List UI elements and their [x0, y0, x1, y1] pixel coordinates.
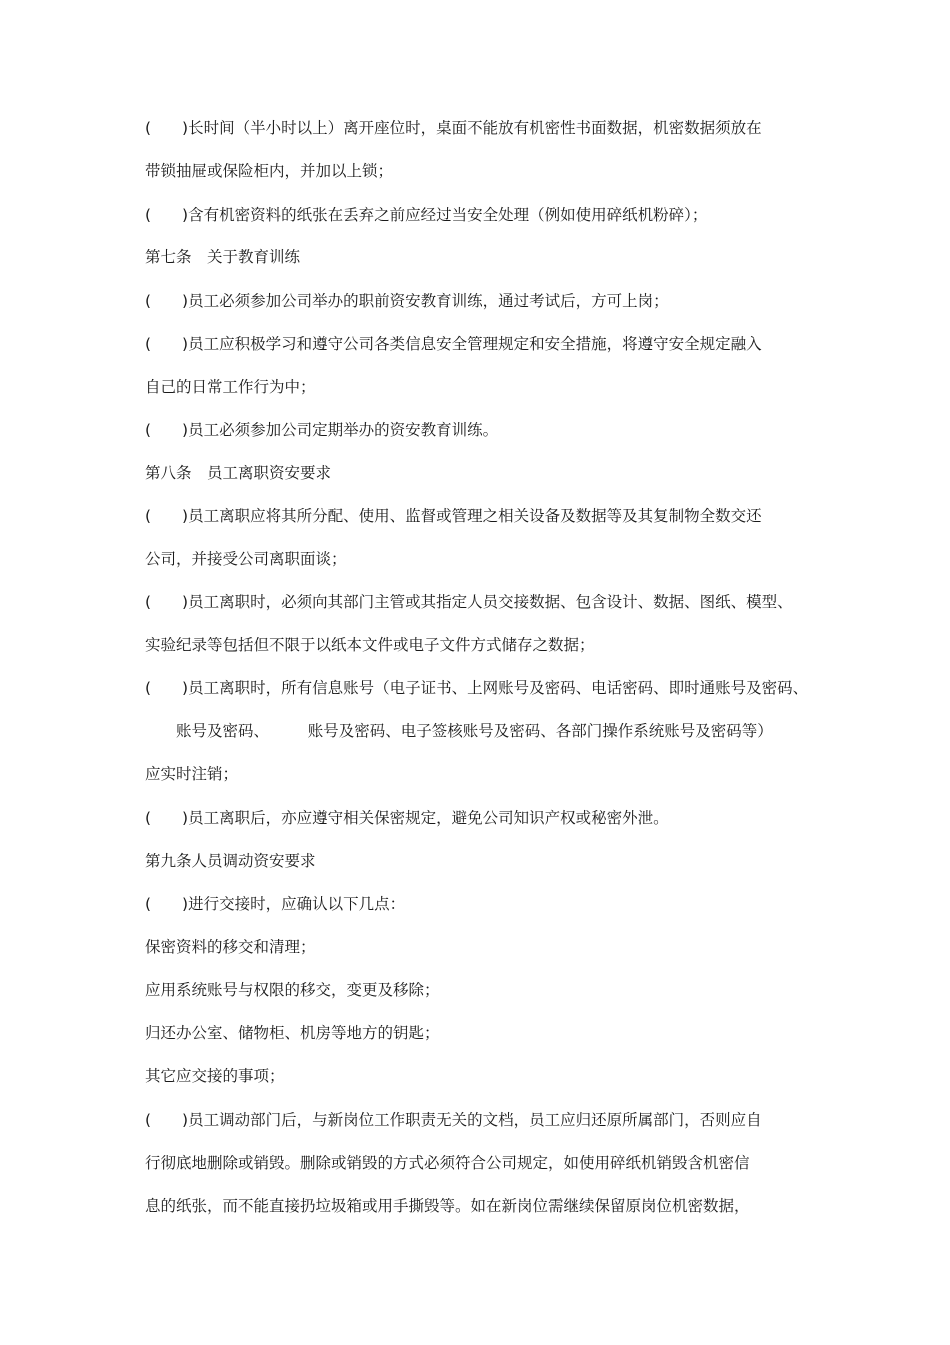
text-line: ( )员工离职应将其所分配、使用、监督或管理之相关设备及数据等及其复制物全数交还	[145, 507, 762, 525]
text-line: ( )员工必须参加公司定期举办的资安教育训练。	[145, 421, 499, 439]
text-line: 行彻底地删除或销毁。删除或销毁的方式必须符合公司规定，如使用碎纸机销毁含机密信	[145, 1154, 750, 1172]
text-line: ( )员工应积极学习和遵守公司各类信息安全管理规定和安全措施，将遵守安全规定融入	[145, 335, 762, 353]
text-line: ( )员工必须参加公司举办的职前资安教育训练，通过考试后，方可上岗；	[145, 292, 669, 310]
text-line: 公司，并接受公司离职面谈；	[145, 550, 347, 568]
text-line: 账号及密码、 账号及密码、电子签核账号及密码、各部门操作系统账号及密码等）	[145, 722, 773, 740]
text-line: ( )员工调动部门后，与新岗位工作职责无关的文档，员工应归还原所属部门，否则应自	[145, 1111, 762, 1129]
text-line: 应实时注销；	[145, 765, 239, 783]
text-line: ( )含有机密资料的纸张在丢弃之前应经过当安全处理（例如使用碎纸机粉碎）；	[145, 206, 708, 224]
text-line: ( )进行交接时，应确认以下几点：	[145, 895, 406, 913]
text-line: 息的纸张，而不能直接扔垃圾箱或用手撕毁等。如在新岗位需继续保留原岗位机密数据，	[145, 1197, 750, 1215]
text-line: ( )长时间（半小时以上）离开座位时，桌面不能放有机密性书面数据，机密数据须放在	[145, 119, 762, 137]
section-heading: 第九条人员调动资安要求	[145, 852, 316, 870]
section-heading: 第七条 关于教育训练	[145, 248, 301, 266]
section-heading: 第八条 员工离职资安要求	[145, 464, 332, 482]
text-line: 自己的日常工作行为中；	[145, 378, 316, 396]
text-line: ( )员工离职时，必须向其部门主管或其指定人员交接数据、包含设计、数据、图纸、模型、	[145, 593, 793, 611]
text-line: 带锁抽屉或保险柜内，并加以上锁；	[145, 162, 394, 180]
text-line: 其它应交接的事项；	[145, 1067, 285, 1085]
text-line: 归还办公室、储物柜、机房等地方的钥匙；	[145, 1024, 440, 1042]
text-line: 实验纪录等包括但不限于以纸本文件或电子文件方式储存之数据；	[145, 636, 595, 654]
text-line: 保密资料的移交和清理；	[145, 938, 316, 956]
text-line: ( )员工离职后，亦应遵守相关保密规定，避免公司知识产权或秘密外泄。	[145, 809, 669, 827]
text-line: 应用系统账号与权限的移交，变更及移除；	[145, 981, 440, 999]
text-line: ( )员工离职时，所有信息账号（电子证书、上网账号及密码、电话密码、即时通账号及密码、	[145, 679, 809, 697]
